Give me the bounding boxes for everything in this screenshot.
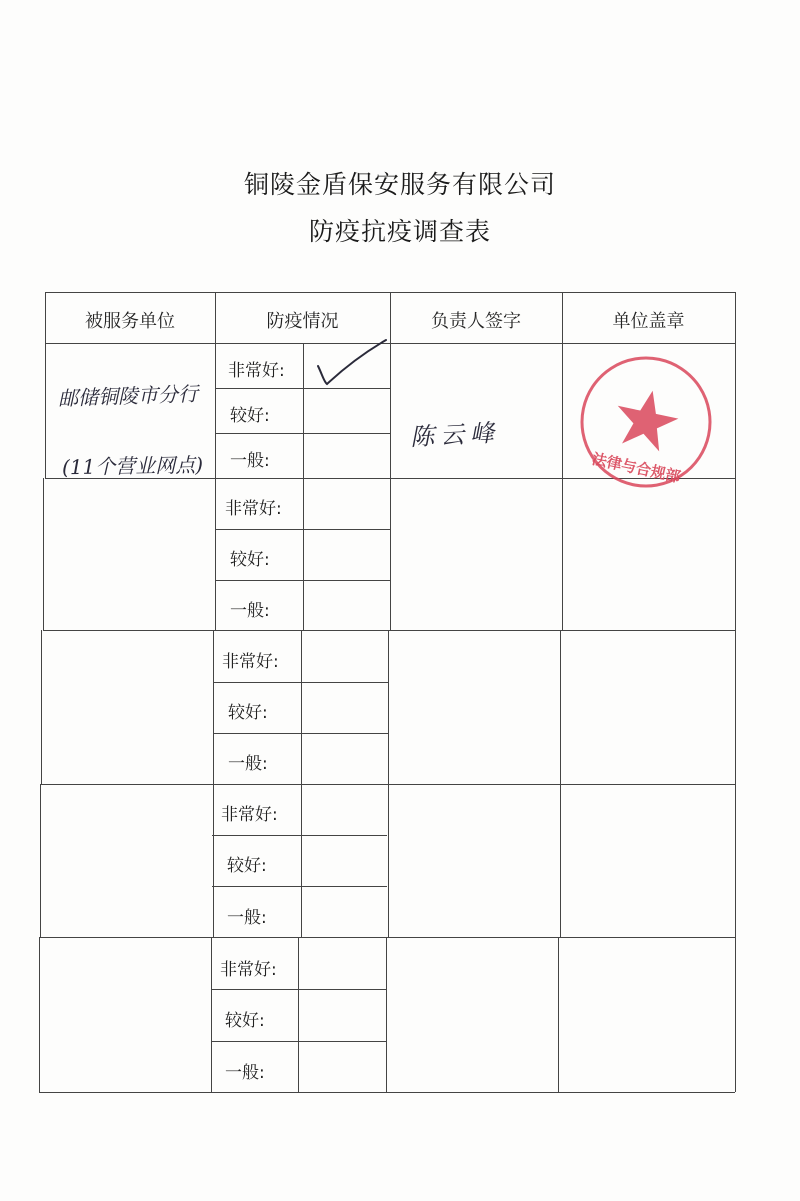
rating-label-fair: 一般: [230,601,270,621]
responsible-person-signature: 陈云峰 [409,418,501,452]
official-seal-icon [563,339,729,505]
rating-label-good: 较好: [228,703,268,723]
rating-label-good: 较好: [230,406,270,426]
header-epidemic-status: 防疫情况 [266,311,339,332]
checkmark-icon [312,338,392,388]
document-title: 铜陵金盾保安服务有限公司 [243,170,556,199]
header-signature: 负责人签字 [431,311,521,332]
rating-label-fair: 一般: [230,451,270,471]
served-unit-branch-count: (11个营业网点) [61,452,204,480]
rating-label-fair: 一般: [225,1063,265,1083]
document-subtitle: 防疫抗疫调查表 [308,217,491,246]
svg-text:法律与合规部: 法律与合规部 [590,449,683,487]
rating-label-very-good: 非常好: [220,960,277,980]
rating-label-very-good: 非常好: [221,805,278,825]
header-service-unit: 被服务单位 [85,311,175,332]
rating-label-good: 较好: [227,856,267,876]
rating-label-fair: 一般: [227,908,267,928]
rating-label-good: 较好: [225,1011,265,1031]
rating-label-very-good: 非常好: [222,652,279,672]
rating-label-very-good: 非常好: [225,499,282,519]
rating-label-fair: 一般: [228,754,268,774]
rating-label-very-good: 非常好: [228,361,285,381]
rating-label-good: 较好: [230,550,270,570]
served-unit-name: 邮储铜陵市分行 [57,381,199,411]
header-seal: 单位盖章 [612,311,685,332]
